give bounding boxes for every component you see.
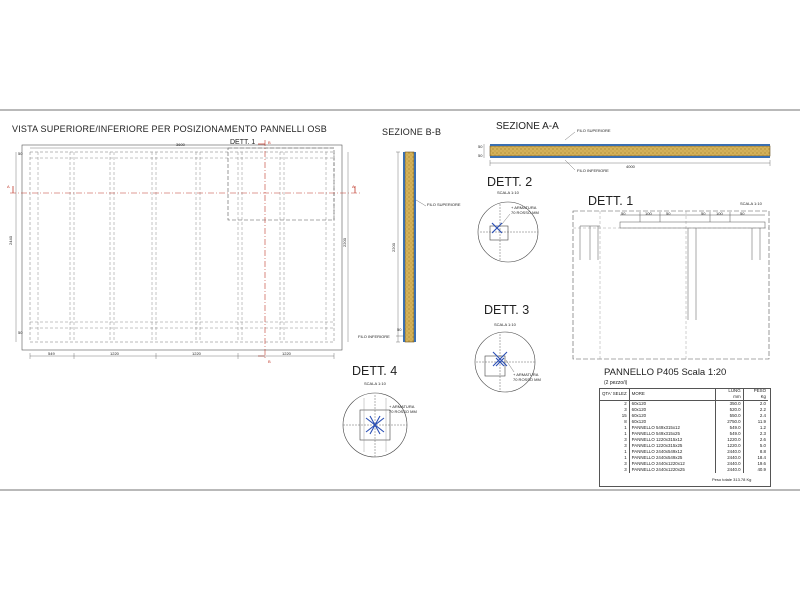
bom-cell-item: 60x120 (631, 401, 647, 406)
detail-2-note-2: 70 ROSSO MM (511, 210, 539, 215)
dim-right-height: 2200 (341, 238, 347, 247)
bom-header-row (600, 388, 768, 401)
bom-cell-length: 350.0 (716, 401, 743, 408)
detail-2-title: DETT. 2 (487, 175, 533, 189)
detail-4-drawing (343, 393, 407, 457)
dim-bottom-seg-3: 1220 (192, 351, 201, 356)
bom-header-length: LUNG mm (716, 388, 743, 401)
section-aa-title: SEZIONE A-A (496, 121, 559, 132)
dim-overall-height: 2440 (7, 236, 13, 245)
bom-cell-weight: 18.4 (743, 455, 768, 461)
bom-cell-weight: 8.8 (743, 449, 768, 455)
dim-bottom-seg-1: 549 (48, 351, 55, 356)
detail-1-dim-6: 50 (740, 211, 745, 216)
dim-bottom-seg-2: 1220 (110, 351, 119, 356)
dim-small-left-bottom: 50 (18, 330, 23, 335)
section-aa-length: 4000 (626, 164, 635, 169)
detail-1-callout-box (228, 148, 334, 220)
bom-cell-qty: 15 (600, 413, 629, 419)
top-view-title: VISTA SUPERIORE/INFERIORE PER POSIZIONAMENTO PANNELLI OSB (12, 124, 327, 134)
bom-cell-weight: 2.0 (743, 401, 768, 408)
panel-subtitle: (2 pezzo/i) (604, 380, 628, 386)
detail-2-scale: SCALA 1:10 (497, 190, 519, 195)
section-bb-title: SEZIONE B-B (382, 127, 442, 137)
section-bb-label-top: FILO SUPERIORE (427, 202, 461, 207)
section-bb-height: 2200 (390, 243, 396, 252)
bom-cell-length: 549.0 (716, 425, 743, 431)
dim-overall-width: 3600 (176, 142, 185, 147)
section-bb-label-bottom: FILO INFERIORE (358, 334, 390, 339)
bom-cell-weight: 5.0 (743, 443, 768, 449)
panel-title: PANNELLO P405 Scala 1:20 (604, 367, 727, 378)
detail-4-scale: SCALA 1:10 (364, 381, 386, 386)
bom-cell-qty: 3 (600, 437, 629, 443)
section-aa-small-dim-1: 50 (478, 144, 483, 149)
cut-mark-a-right: A (352, 184, 355, 189)
bom-cell-qty: 2 (600, 401, 629, 408)
bom-cell-length: 2440.0 (716, 455, 743, 461)
detail-1-dim-4: 50 (701, 211, 706, 216)
detail-1-dim-2: 100 (645, 211, 652, 216)
bom-cell-item: PANNELLO 2440x1220x25 (631, 467, 685, 472)
detail-3-scale: SCALA 1:10 (494, 322, 516, 327)
detail-3-note-2: 70 ROSSO MM (513, 377, 541, 382)
bom-cell-length: 2440.0 (716, 467, 743, 473)
detail-4-note-1: + ARMATURA (389, 404, 415, 409)
cut-mark-b-top: B (268, 140, 271, 145)
bom-cell-item: 60x120 (631, 413, 647, 418)
bom-cell-length: 520.0 (716, 407, 743, 413)
bom-cell-item: 60x120 (631, 407, 647, 412)
bom-cell-weight: 2.2 (743, 407, 768, 413)
detail-1-dim-3: 50 (666, 211, 671, 216)
detail-3-note-1: + ARMATURA (513, 372, 539, 377)
bom-cell-item: PANNELLO 2440x549x12 (631, 449, 683, 454)
bom-header-item: MORE (629, 388, 716, 401)
bom-cell-length: 550.0 (716, 413, 743, 419)
detail-2-fastener-cross (492, 223, 502, 233)
detail-1-drawing (573, 211, 769, 359)
detail-1-title: DETT. 1 (588, 194, 634, 208)
dim-bottom-seg-4: 1220 (282, 351, 291, 356)
detail-3-drawing (475, 332, 535, 392)
bom-cell-qty: 1 (600, 425, 629, 431)
bom-cell-item: PANNELLO 2440x549x25 (631, 455, 683, 460)
detail-1-scale: SCALA 1:10 (740, 201, 762, 206)
bom-cell-item: PANNELLO 549x315x12 (631, 425, 680, 430)
bom-cell-qty: 3 (600, 443, 629, 449)
bom-row (600, 467, 768, 473)
detail-4-title: DETT. 4 (352, 364, 398, 378)
bom-cell-qty: 3 (600, 467, 629, 473)
bom-cell-item: PANNELLO 2440x1220x12 (631, 461, 685, 466)
bom-cell-qty: 1 (600, 455, 629, 461)
bom-cell-length: 549.0 (716, 431, 743, 437)
bom-cell-length: 2440.0 (716, 461, 743, 467)
bom-header-weight: PESO Kg (743, 388, 768, 401)
cut-mark-a-left: A (7, 184, 10, 189)
bom-cell-item: PANNELLO 1220x315x25 (631, 443, 683, 448)
bom-cell-weight: 1.2 (743, 425, 768, 431)
bom-total-weight: Peso totale 313.78 Kg (712, 477, 752, 482)
detail-1-dim-5: 100 (716, 211, 723, 216)
bom-table (600, 388, 768, 473)
bom-cell-weight: 2.4 (743, 413, 768, 419)
bom-cell-qty: 3 (600, 461, 629, 467)
bom-cell-qty: 1 (600, 449, 629, 455)
bom-cell-length: 2750.0 (716, 419, 743, 425)
bom-cell-weight: 2.6 (743, 437, 768, 443)
section-bb-drawing (396, 152, 426, 342)
section-bb-small-dim: 50 (397, 327, 402, 332)
bom-cell-qty: 1 (600, 431, 629, 437)
bom-cell-weight: 40.9 (743, 467, 768, 473)
bom-cell-item: PANNELLO 549x315x25 (631, 431, 680, 436)
detail-4-note-2: 70 ROSSO MM (389, 409, 417, 414)
detail-3-title: DETT. 3 (484, 303, 530, 317)
detail-2-note-1: + ARMATURA (511, 205, 537, 210)
cut-mark-b-bottom: B (268, 359, 271, 364)
bom-cell-length: 2440.0 (716, 449, 743, 455)
bom-cell-qty: 3 (600, 407, 629, 413)
top-view-plan (7, 140, 360, 360)
detail-1-marker-label: DETT. 1 (230, 139, 256, 146)
dim-small-left-top: 50 (18, 151, 23, 156)
bom-cell-item: PANNELLO 1220x315x12 (631, 437, 683, 442)
detail-1-dim-1: 50 (621, 211, 626, 216)
bom-cell-weight: 19.6 (743, 461, 768, 467)
bom-cell-item: 60x120 (631, 419, 647, 424)
bom-cell-weight: 11.9 (743, 419, 768, 425)
section-aa-small-dim-2: 50 (478, 153, 483, 158)
section-aa-label-top: FILO SUPERIORE (577, 128, 611, 133)
bom-cell-length: 1220.0 (716, 437, 743, 443)
bom-cell-length: 1220.0 (716, 443, 743, 449)
bom-cell-qty: 8 (600, 419, 629, 425)
bom-header-qty: QTA' SELEZ (600, 388, 629, 401)
bom-cell-weight: 2.3 (743, 431, 768, 437)
section-aa-label-bottom: FILO INFERIORE (577, 168, 609, 173)
